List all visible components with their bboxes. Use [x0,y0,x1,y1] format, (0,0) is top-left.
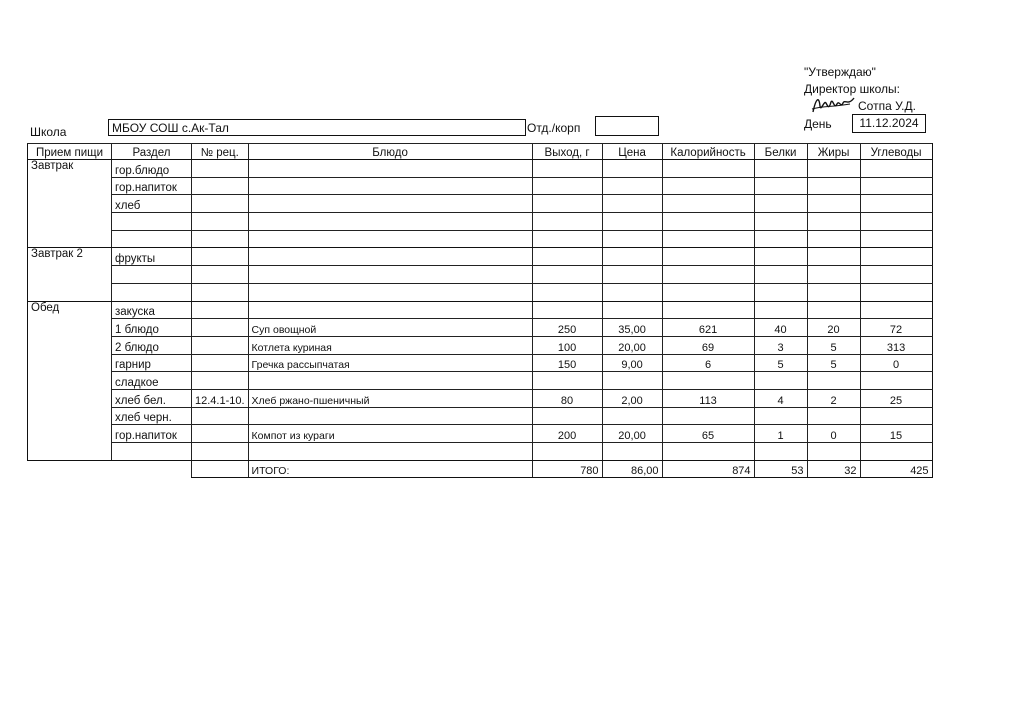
cell-section: фрукты [112,248,192,266]
total-recipe-cell [192,460,249,478]
cell-carbs [860,372,932,390]
cell-carbs: 15 [860,425,932,443]
cell-carbs [860,443,932,461]
signature-row [804,98,934,115]
header-col-fat: Жиры [807,144,860,160]
cell-protein: 1 [754,425,807,443]
table-row [28,301,933,319]
cell-protein [754,230,807,248]
cell-dish [248,230,532,248]
cell-recipe [192,230,249,248]
date-field[interactable]: 11.12.2024 [852,114,926,133]
cell-recipe [192,425,249,443]
cell-price [602,160,662,178]
cell-section [112,213,192,231]
table-body [28,160,933,478]
cell-section: гор.напиток [112,425,192,443]
cell-weight: 200 [532,425,602,443]
header-col-dish: Блюдо [248,144,532,160]
cell-kcal [662,248,754,266]
meal-cell: Завтрак [28,160,112,248]
cell-kcal: 113 [662,389,754,407]
table-row [28,195,933,213]
cell-recipe [192,160,249,178]
table-row [28,213,933,231]
school-label: Школа [30,125,67,139]
cell-section: хлеб бел. [112,389,192,407]
cell-protein [754,283,807,301]
cell-weight [532,230,602,248]
cell-recipe [192,407,249,425]
cell-protein [754,160,807,178]
cell-recipe [192,372,249,390]
menu-table [27,143,933,478]
cell-kcal: 65 [662,425,754,443]
cell-fat [807,283,860,301]
cell-kcal [662,266,754,284]
cell-weight: 100 [532,336,602,354]
cell-dish [248,177,532,195]
table-row [28,319,933,337]
cell-protein [754,443,807,461]
total-price: 86,00 [602,460,662,478]
cell-section: гор.напиток [112,177,192,195]
cell-dish [248,248,532,266]
cell-section: гарнир [112,354,192,372]
cell-section [112,230,192,248]
cell-recipe [192,319,249,337]
cell-dish: Котлета куриная [248,336,532,354]
total-label: ИТОГО: [248,460,532,478]
signature-icon [810,94,858,116]
school-name-field[interactable]: МБОУ СОШ с.Ак-Тал [108,119,526,136]
cell-recipe [192,248,249,266]
cell-price [602,248,662,266]
cell-dish: Гречка рассыпчатая [248,354,532,372]
cell-weight [532,372,602,390]
cell-weight [532,266,602,284]
cell-carbs [860,230,932,248]
director-name: Сотпа У.Д. [858,99,916,113]
cell-protein [754,372,807,390]
cell-protein: 5 [754,354,807,372]
cell-recipe [192,336,249,354]
header-col-meal: Прием пищи [28,144,112,160]
table-row [28,230,933,248]
approval-title: "Утверждаю" [804,65,876,79]
table-row [28,248,933,266]
cell-price [602,195,662,213]
cell-dish [248,213,532,231]
table-row [28,266,933,284]
cell-protein: 4 [754,389,807,407]
header-col-weight: Выход, г [532,144,602,160]
cell-recipe [192,301,249,319]
cell-kcal [662,407,754,425]
total-kcal: 874 [662,460,754,478]
cell-kcal: 69 [662,336,754,354]
table-row [28,372,933,390]
cell-section: 2 блюдо [112,336,192,354]
total-fat: 32 [807,460,860,478]
cell-protein [754,177,807,195]
cell-fat: 20 [807,319,860,337]
cell-price [602,283,662,301]
cell-recipe [192,195,249,213]
cell-price: 20,00 [602,336,662,354]
cell-carbs [860,213,932,231]
header-col-section: Раздел [112,144,192,160]
cell-dish [248,283,532,301]
cell-recipe [192,283,249,301]
cell-fat [807,230,860,248]
cell-kcal: 621 [662,319,754,337]
cell-kcal [662,230,754,248]
cell-weight: 250 [532,319,602,337]
table-row [28,283,933,301]
cell-carbs [860,248,932,266]
cell-dish [248,266,532,284]
approval-block [804,64,934,115]
cell-price: 35,00 [602,319,662,337]
cell-carbs: 313 [860,336,932,354]
cell-weight [532,443,602,461]
total-protein: 53 [754,460,807,478]
table-row [28,177,933,195]
cell-section: хлеб [112,195,192,213]
cell-recipe [192,354,249,372]
cell-dish [248,195,532,213]
cell-protein [754,407,807,425]
header-col-recipe: № рец. [192,144,249,160]
cell-price [602,407,662,425]
cell-carbs [860,195,932,213]
cell-fat [807,195,860,213]
cell-weight [532,195,602,213]
cell-carbs [860,407,932,425]
cell-protein [754,301,807,319]
cell-price [602,266,662,284]
cell-kcal [662,213,754,231]
cell-kcal [662,283,754,301]
cell-fat [807,213,860,231]
cell-fat [807,301,860,319]
cell-protein [754,195,807,213]
cell-kcal [662,177,754,195]
cell-price [602,443,662,461]
cell-price [602,372,662,390]
meal-cell: Обед [28,301,112,460]
header-col-carbs: Углеводы [860,144,932,160]
cell-dish [248,443,532,461]
cell-price [602,301,662,319]
cell-kcal [662,372,754,390]
cell-carbs [860,266,932,284]
cell-recipe [192,177,249,195]
cell-fat: 2 [807,389,860,407]
total-carbs: 425 [860,460,932,478]
cell-weight [532,283,602,301]
cell-weight [532,248,602,266]
table-row [28,389,933,407]
total-weight: 780 [532,460,602,478]
cell-carbs [860,283,932,301]
cell-kcal [662,301,754,319]
cell-carbs: 72 [860,319,932,337]
dept-field[interactable] [595,116,659,136]
meal-cell: Завтрак 2 [28,248,112,301]
cell-carbs: 25 [860,389,932,407]
cell-dish: Компот из кураги [248,425,532,443]
table-row [28,160,933,178]
cell-weight: 150 [532,354,602,372]
cell-price: 2,00 [602,389,662,407]
cell-fat [807,266,860,284]
table-row [28,354,933,372]
cell-price: 9,00 [602,354,662,372]
cell-carbs: 0 [860,354,932,372]
cell-dish [248,301,532,319]
cell-section: хлеб черн. [112,407,192,425]
header-col-kcal: Калорийность [662,144,754,160]
cell-fat: 0 [807,425,860,443]
cell-recipe [192,443,249,461]
table-header-row [28,144,933,160]
director-label: Директор школы: [804,82,900,96]
cell-fat [807,407,860,425]
cell-section: гор.блюдо [112,160,192,178]
cell-section: сладкое [112,372,192,390]
cell-fat [807,248,860,266]
cell-recipe [192,266,249,284]
cell-protein: 40 [754,319,807,337]
total-row [28,460,933,478]
cell-fat [807,372,860,390]
cell-weight [532,177,602,195]
total-spacer [28,460,192,478]
table-row [28,425,933,443]
cell-price [602,230,662,248]
cell-fat: 5 [807,354,860,372]
cell-recipe: 12.4.1-10. [192,389,249,407]
cell-protein: 3 [754,336,807,354]
cell-fat: 5 [807,336,860,354]
cell-kcal: 6 [662,354,754,372]
cell-section [112,266,192,284]
cell-price [602,213,662,231]
cell-section: закуска [112,301,192,319]
cell-price [602,177,662,195]
cell-dish: Хлеб ржано-пшеничный [248,389,532,407]
cell-carbs [860,177,932,195]
cell-carbs [860,301,932,319]
cell-kcal [662,160,754,178]
cell-carbs [860,160,932,178]
cell-protein [754,213,807,231]
table-row [28,443,933,461]
cell-dish: Суп овощной [248,319,532,337]
header-col-protein: Белки [754,144,807,160]
cell-recipe [192,213,249,231]
table-row [28,336,933,354]
cell-dish [248,160,532,178]
table-row [28,407,933,425]
cell-protein [754,266,807,284]
cell-fat [807,177,860,195]
cell-dish [248,407,532,425]
cell-weight [532,407,602,425]
cell-fat [807,443,860,461]
cell-kcal [662,195,754,213]
cell-section [112,443,192,461]
cell-kcal [662,443,754,461]
cell-protein [754,248,807,266]
cell-weight: 80 [532,389,602,407]
dept-label: Отд./корп [527,121,581,135]
cell-dish [248,372,532,390]
cell-section: 1 блюдо [112,319,192,337]
cell-price: 20,00 [602,425,662,443]
day-label: День [804,117,832,131]
cell-weight [532,301,602,319]
cell-weight [532,213,602,231]
cell-weight [532,160,602,178]
cell-fat [807,160,860,178]
header-col-price: Цена [602,144,662,160]
cell-section [112,283,192,301]
